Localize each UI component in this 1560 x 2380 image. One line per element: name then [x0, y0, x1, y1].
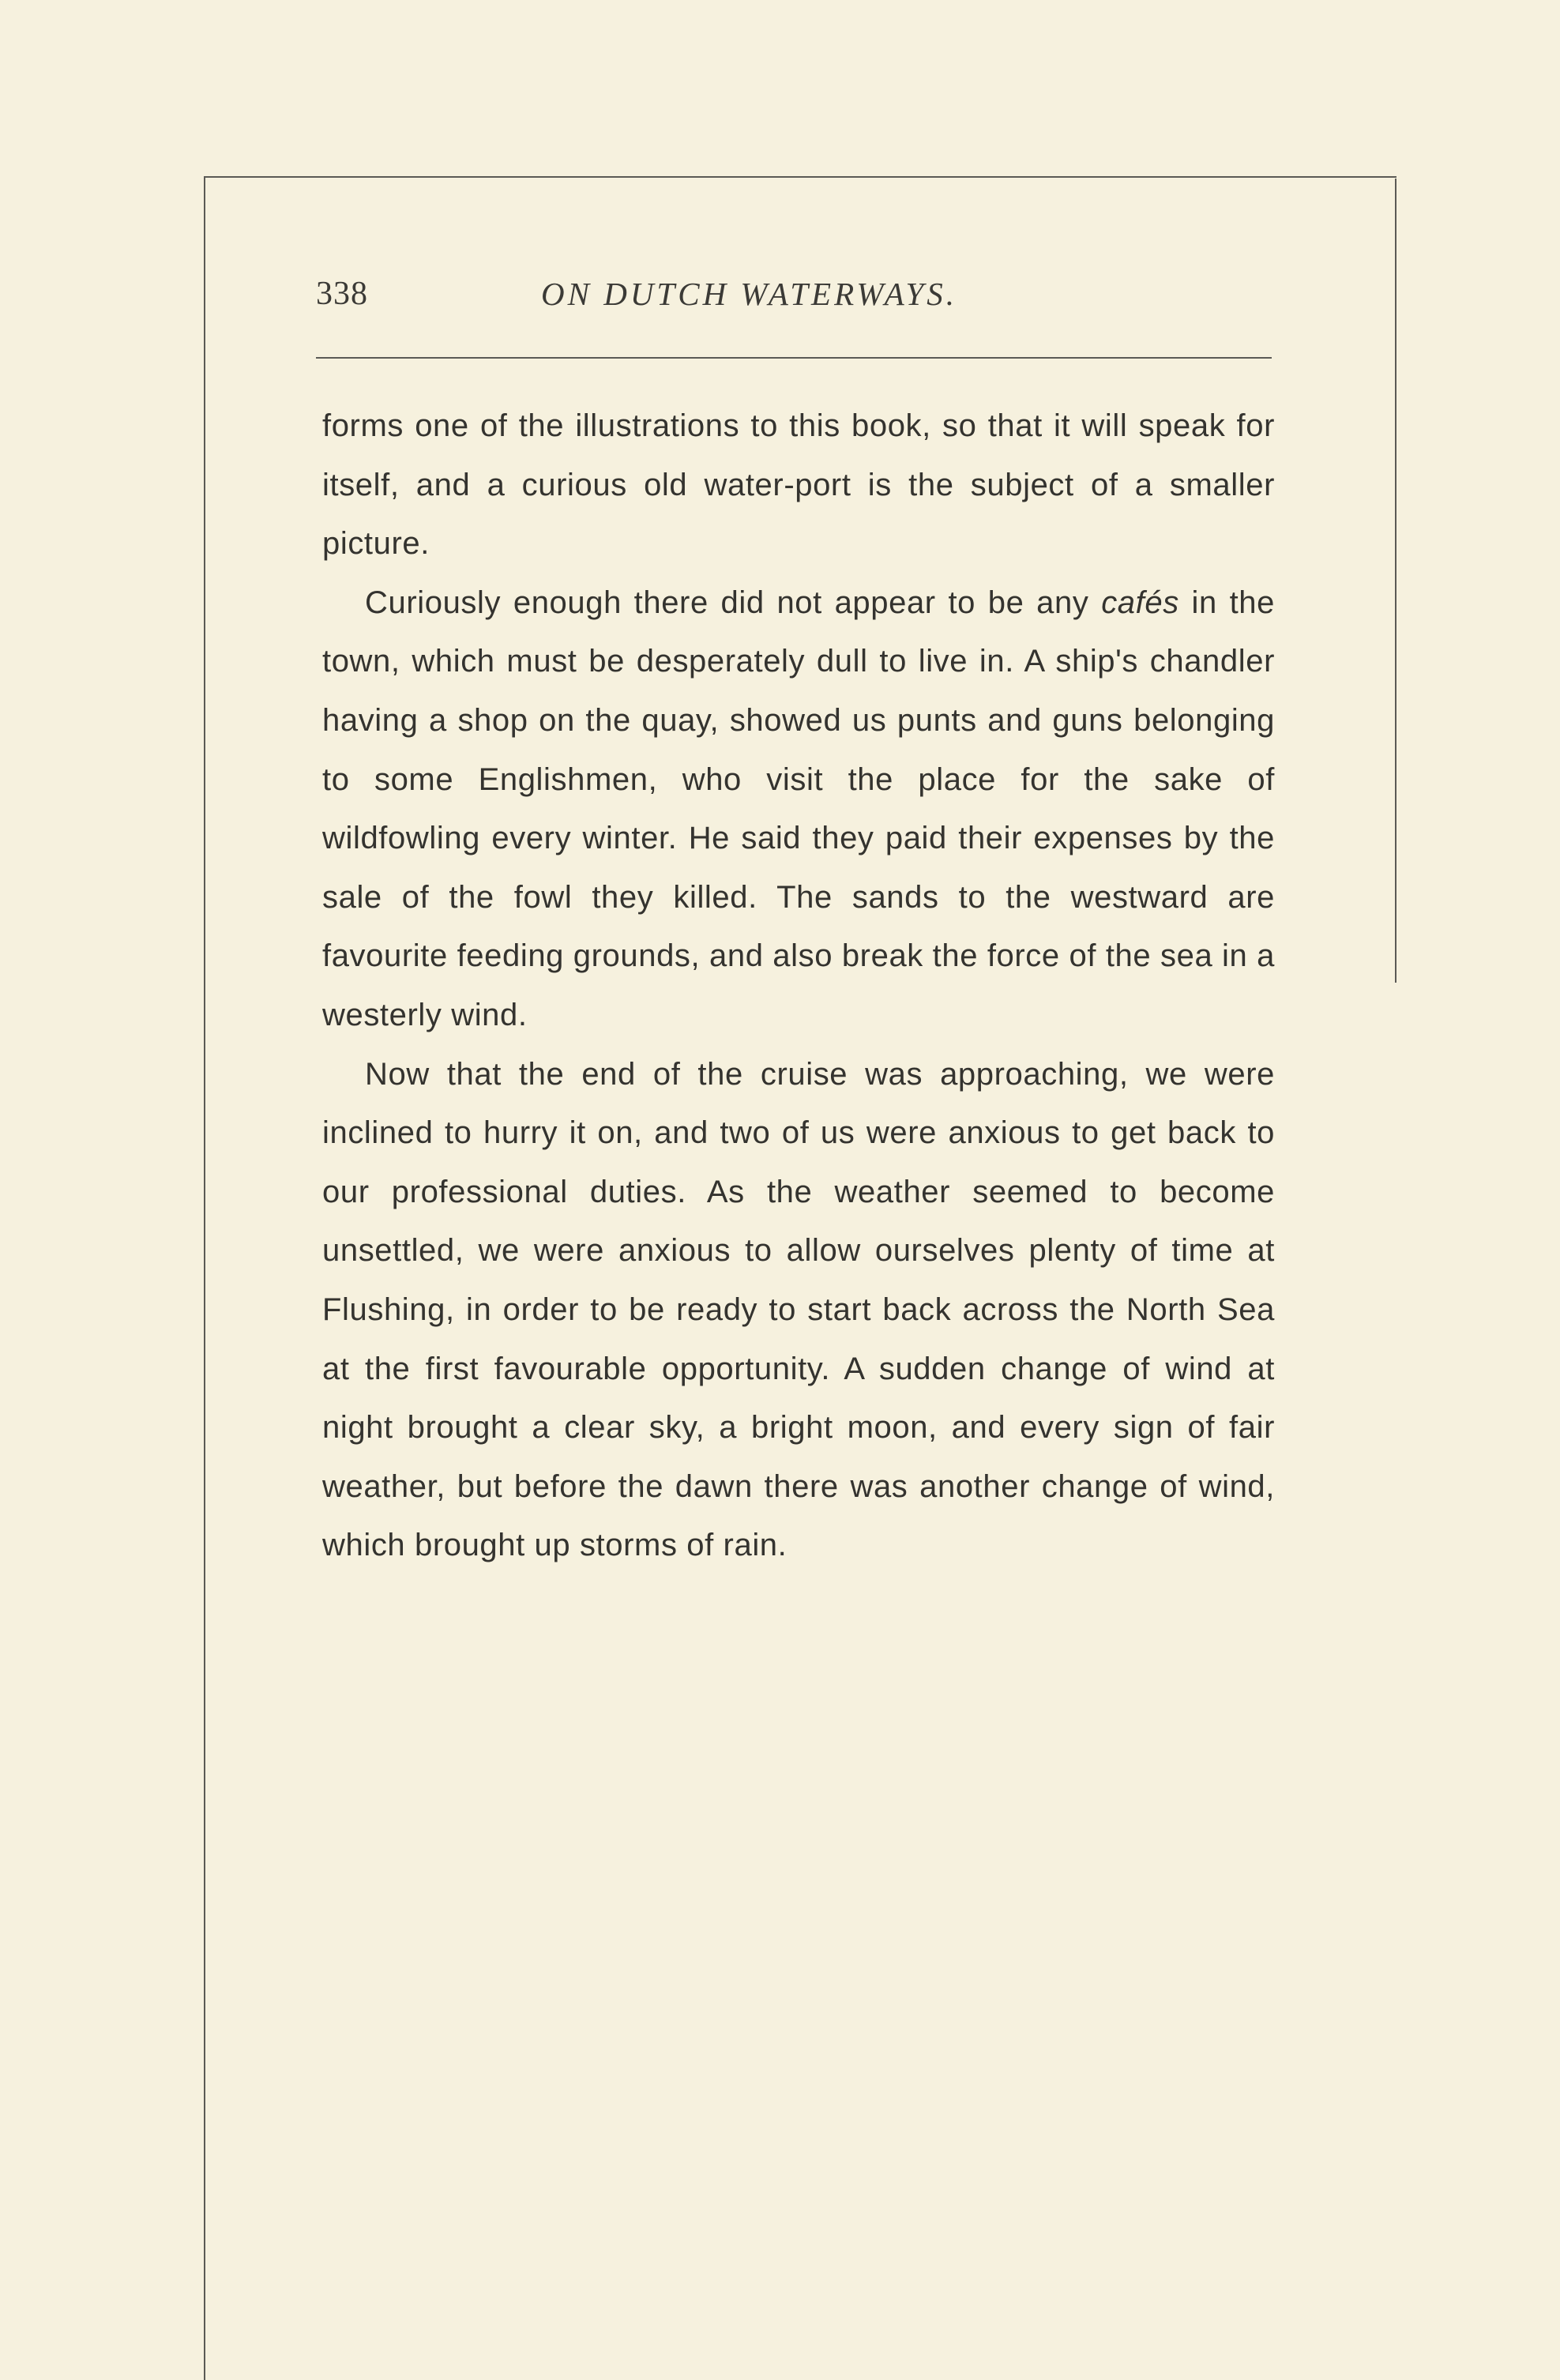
paragraph-2-text-start: Curiously enough there did not appear to be any	[365, 585, 1102, 620]
paragraph-2-text-end: in the town, which must be desperately dull to live in. A ship's chandler having a shop on the quay, showed us punts and guns belonging to some Englishmen, who visit the place for the sake of wildfowling every winter. He said they paid their expenses by the sale of the fowl they killed. The sands to the westward are favourite feeding grounds, and also break the force of the sea in a westerly wind.	[322, 585, 1275, 1032]
frame-right-rule	[1395, 179, 1396, 983]
header-rule	[316, 357, 1272, 359]
page-header	[316, 275, 1264, 322]
running-head: ON DUTCH WATERWAYS.	[541, 276, 958, 312]
body-text	[322, 397, 1275, 1575]
page-number: 338	[316, 276, 368, 312]
frame-left-rule	[204, 176, 205, 2380]
paragraph-2	[322, 573, 1275, 1045]
paragraph-2-italic-word: cafés	[1101, 585, 1179, 620]
paragraph-1: forms one of the illustrations to this book, so that it will speak for itself, and a curious old water-port is the subject of a smaller picture.	[322, 408, 1275, 562]
paragraph-3: Now that the end of the cruise was approaching, we were inclined to hurry it on, and two of us were anxious to get back to our professional duties. As the weather seemed to become unsettled, we were anxious to allow ourselves plenty of time at Flushing, in order to be ready to start back across the North Sea at the first favourable opportunity. A sudden change of wind at night brought a clear sky, a bright moon, and every sign of fair weather, but before the dawn there was another change of wind, which brought up storms of rain.	[322, 1056, 1275, 1563]
frame-top-rule	[204, 176, 1396, 178]
